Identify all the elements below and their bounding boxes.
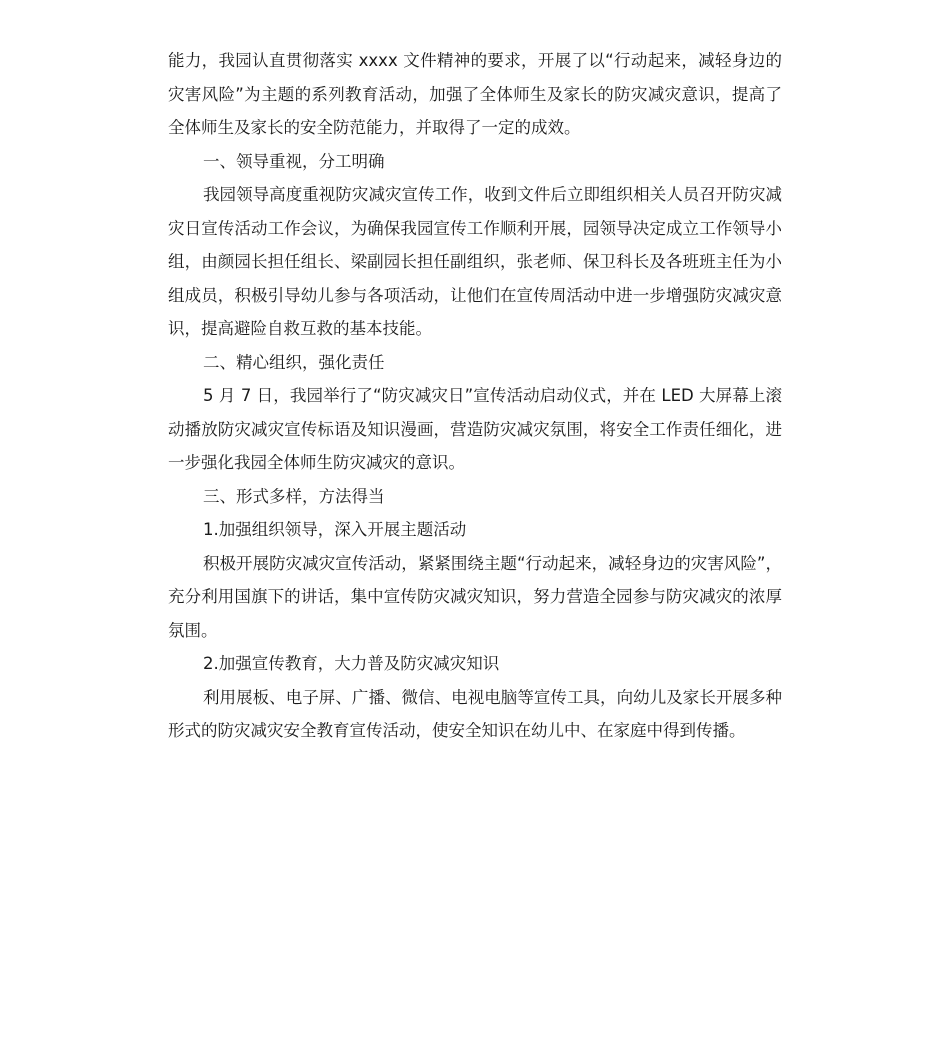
section-heading-2: 二、精心组织，强化责任 xyxy=(203,352,385,372)
paragraph-intro-continuation: 能力，我园认直贯彻落实 xxxx 文件精神的要求，开展了以“行动起来，减轻身边的灾害风险”为主题的系列教育活动，加强了全体师生及家长的防灾减灾意识，提高了全体师生及家长的安全防范能力，并取得了一定的成效。 xyxy=(168,51,782,137)
section-heading-3: 三、形式多样，方法得当 xyxy=(203,486,385,506)
document-body xyxy=(168,44,782,748)
subsection-heading-2: 2.加强宣传教育，大力普及防灾减灾知识 xyxy=(203,654,500,673)
section-heading-1: 一、领导重视，分工明确 xyxy=(203,151,385,171)
paragraph-publicity-tools: 利用展板、电子屏、广播、微信、电视电脑等宣传工具，向幼儿及家长开展多种形式的防灾减灾安全教育宣传活动，使安全知识在幼儿中、在家庭中得到传播。 xyxy=(168,687,782,740)
subsection-heading-1: 1.加强组织领导，深入开展主题活动 xyxy=(203,520,467,539)
paragraph-leadership: 我园领导高度重视防灾减灾宣传工作，收到文件后立即组织相关人员召开防灾减灾日宣传活动工作会议，为确保我园宣传工作顺利开展，园领导决定成立工作领导小组，由颜园长担任组长、梁副园长担任副组织，张老师、保卫科长及各班班主任为小组成员，积极引导幼儿参与各项活动，让他们在宣传周活动中进一步增强防灾减灾意识，提高避险自救互救的基本技能。 xyxy=(168,185,782,338)
paragraph-theme-activities: 积极开展防灾减灾宣传活动，紧紧围绕主题“行动起来，减轻身边的灾害风险”，充分利用国旗下的讲话，集中宣传防灾减灾知识，努力营造全园参与防灾减灾的浓厚氛围。 xyxy=(168,553,782,640)
paragraph-launch-ceremony: 5 月 7 日，我园举行了“防灾减灾日”宣传活动启动仪式，并在 LED 大屏幕上滚动播放防灾减灾宣传标语及知识漫画，营造防灾减灾氛围，将安全工作责任细化，进一步强化我园全体师生防灾减灾的意识。 xyxy=(168,386,782,472)
